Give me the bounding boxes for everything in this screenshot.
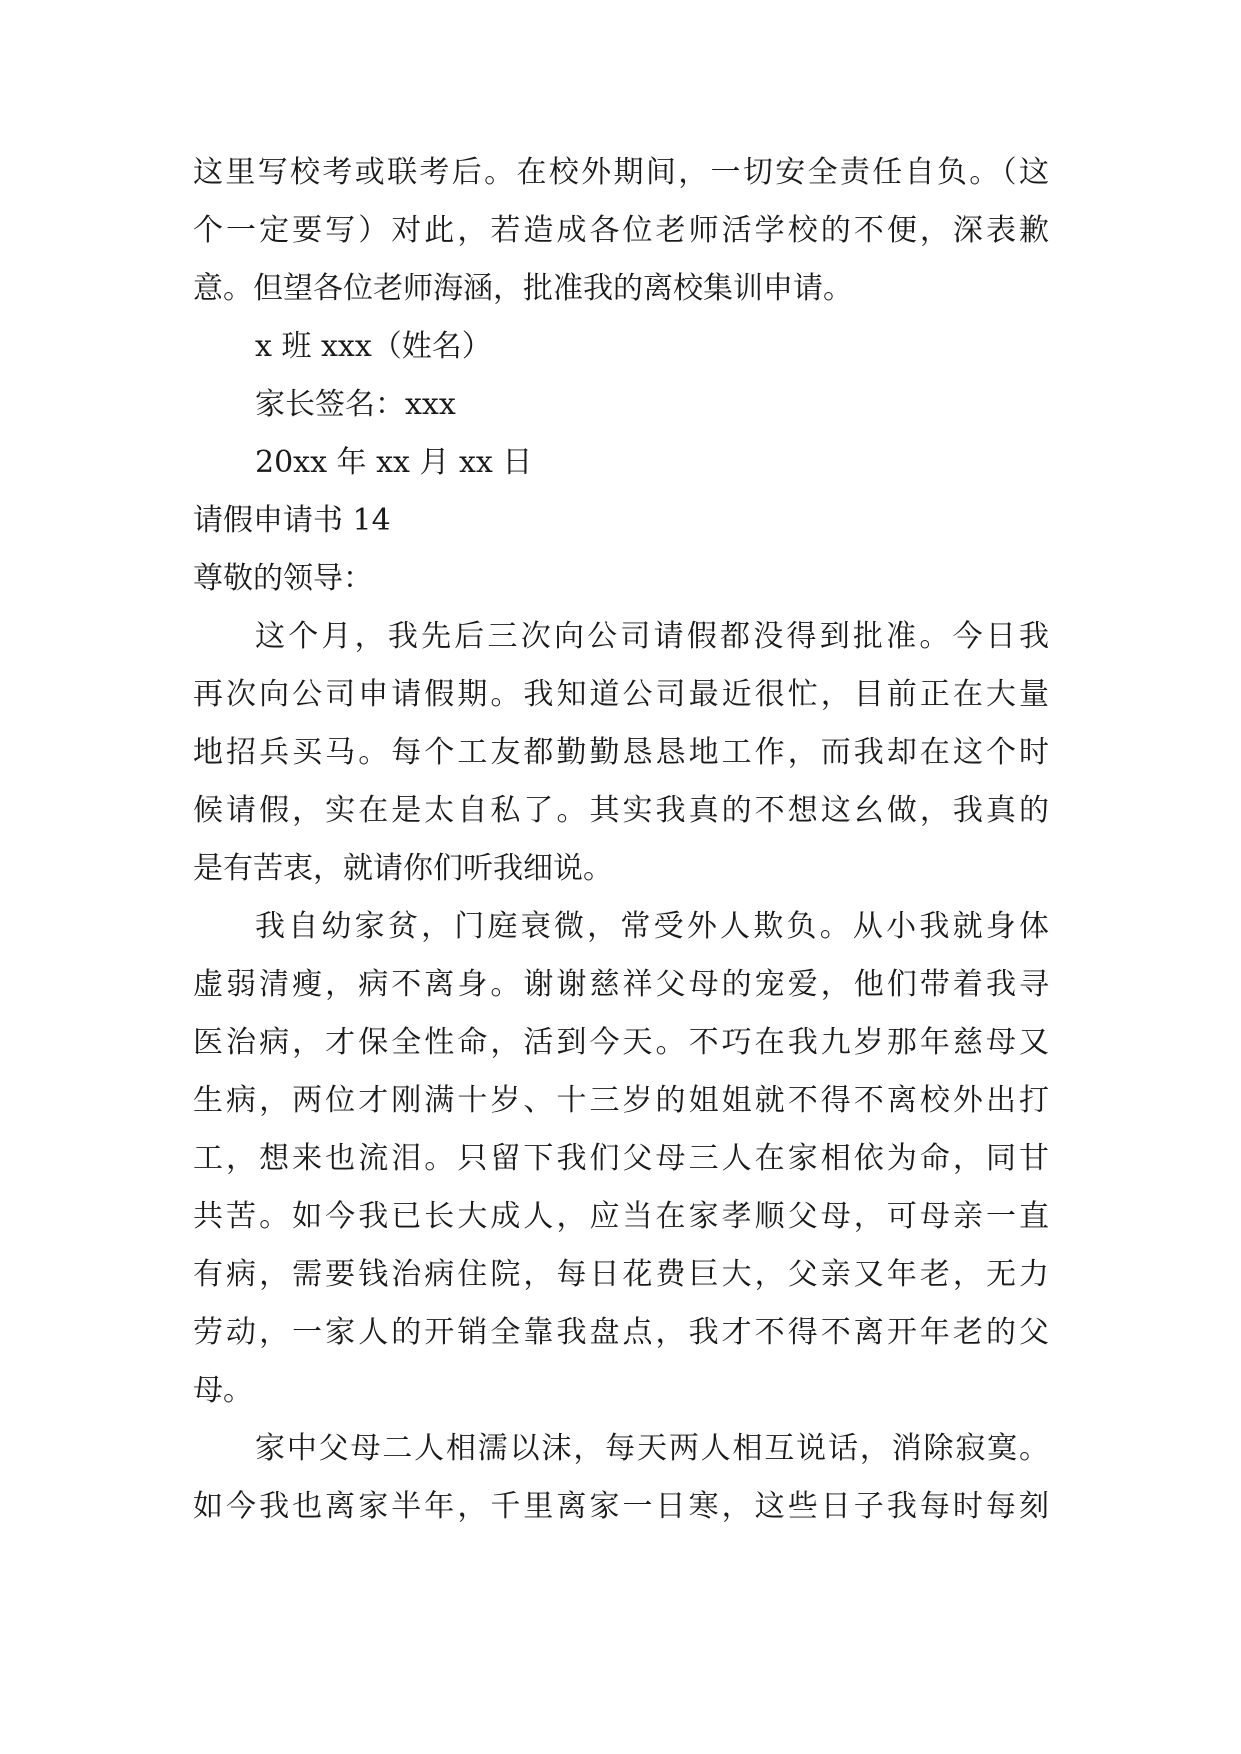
paragraph-line: 母。	[193, 1373, 253, 1408]
paragraph-line: 候请假，实在是太自私了。其实我真的不想这幺做，我真的	[193, 793, 1049, 828]
paragraph-line: 这个月，我先后三次向公司请假都没得到批准。今日我	[255, 619, 1049, 654]
paragraph-line: 共苦。如今我已长大成人，应当在家孝顺父母，可母亲一直	[193, 1199, 1049, 1234]
paragraph-line: 虚弱清瘦，病不离身。谢谢慈祥父母的宠爱，他们带着我寻	[193, 967, 1049, 1002]
paragraph-line: 生病，两位才刚满十岁、十三岁的姐姐就不得不离校外出打	[193, 1083, 1049, 1118]
paragraph-line: 我自幼家贫，门庭衰微，常受外人欺负。从小我就身体	[255, 909, 1049, 944]
paragraph-line: 是有苦衷，就请你们听我细说。	[193, 851, 613, 886]
paragraph-line: 再次向公司申请假期。我知道公司最近很忙，目前正在大量	[193, 677, 1049, 712]
class-name-line: x 班 xxx（姓名）	[255, 329, 492, 364]
paragraph-line: 个一定要写）对此，若造成各位老师活学校的不便，深表歉	[193, 213, 1049, 248]
paragraph-line: 工，想来也流泪。只留下我们父母三人在家相依为命，同甘	[193, 1141, 1049, 1176]
salutation: 尊敬的领导：	[193, 561, 373, 596]
paragraph-line: 意。但望各位老师海涵，批准我的离校集训申请。	[193, 271, 853, 306]
paragraph-line: 医治病，才保全性命，活到今天。不巧在我九岁那年慈母又	[193, 1025, 1049, 1060]
date-line: 20xx 年 xx 月 xx 日	[255, 445, 533, 480]
paragraph-line: 有病，需要钱治病住院，每日花费巨大，父亲又年老，无力	[193, 1257, 1049, 1292]
paragraph-line: 如今我也离家半年，千里离家一日寒，这些日子我每时每刻	[193, 1489, 1049, 1524]
section-title: 请假申请书 14	[193, 503, 391, 538]
paragraph-line: 地招兵买马。每个工友都勤勤恳恳地工作，而我却在这个时	[193, 735, 1049, 770]
paragraph-line: 这里写校考或联考后。在校外期间，一切安全责任自负。（这	[193, 155, 1049, 190]
paragraph-line: 劳动，一家人的开销全靠我盘点，我才不得不离开年老的父	[193, 1315, 1049, 1350]
parent-signature-line: 家长签名：xxx	[255, 387, 456, 422]
paragraph-line: 家中父母二人相濡以沫，每天两人相互说话，消除寂寞。	[255, 1431, 1049, 1466]
